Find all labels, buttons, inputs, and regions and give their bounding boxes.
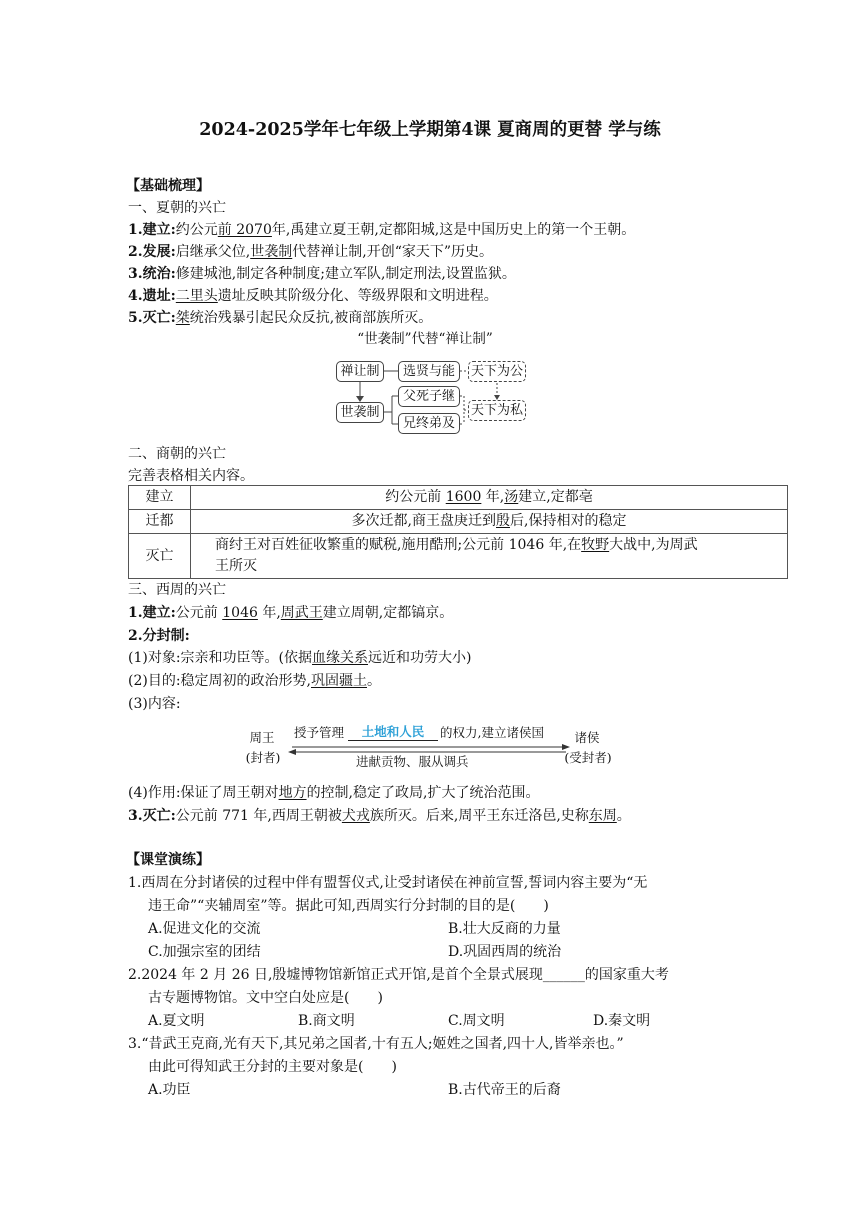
item-label: 5.灭亡: — [128, 310, 176, 326]
answer-blank: 1046 — [222, 605, 258, 621]
tribute-text: 进献贡物、服从调兵 — [356, 754, 469, 769]
item-text: 。 — [616, 808, 631, 824]
fengzhe-label: (封者) — [245, 750, 281, 765]
item-text: 年, — [257, 605, 281, 621]
item-text: 公元前 — [175, 605, 223, 621]
item-label: 1.建立: — [128, 605, 176, 621]
answer-blank: 殷 — [496, 513, 510, 529]
cell-text: 王所灭 — [215, 558, 257, 574]
answer-blank: 二里头 — [175, 288, 218, 304]
zhou-heading: 三、西周的兴亡 — [128, 582, 226, 598]
item-text: 。 — [367, 673, 381, 689]
tianxia-si-box: 天下为私 — [468, 400, 526, 421]
item-text: 的控制,稳定了政局,扩大了统治范围。 — [306, 785, 540, 801]
zhouwang-label: 周王 — [249, 730, 275, 745]
q2-option-b[interactable]: B.商文明 — [298, 1013, 355, 1029]
question-1-line2: 违王命”“夹辅周室”等。据此可知,西周实行分封制的目的是( ) — [148, 898, 549, 914]
item-text: 公元前 771 年,西周王朝被 — [175, 808, 342, 824]
shoufengzhe-label: (受封者) — [564, 750, 612, 765]
cell-text: 年, — [481, 489, 505, 505]
q2-option-d[interactable]: D.秦文明 — [593, 1013, 651, 1029]
item-label: 3.统治: — [128, 266, 176, 282]
section-header-practice: 【课堂演练】 — [126, 852, 210, 868]
q2-option-c[interactable]: C.周文明 — [448, 1013, 505, 1029]
shanrang-box: 禅让制 — [336, 361, 384, 382]
table-key: 灭亡 — [129, 534, 191, 579]
answer-blank: 地方 — [278, 785, 307, 801]
q2-option-a[interactable]: A.夏文明 — [148, 1013, 205, 1029]
q1-option-c[interactable]: C.加强宗室的团结 — [148, 944, 261, 960]
answer-blank: 1600 — [445, 489, 482, 505]
xuanxian-box: 选贤与能 — [398, 361, 460, 382]
cell-text: 建立,定都亳 — [518, 489, 593, 505]
shang-heading: 二、商朝的兴亡 — [128, 446, 226, 462]
item-label: 3.灭亡: — [128, 808, 176, 824]
item-text: 远近和功劳大小) — [368, 650, 472, 666]
item-text: (2)目的:稳定周初的政治形势, — [128, 673, 311, 689]
table-key: 建立 — [129, 486, 191, 510]
tianxia-gong-box: 天下为公 — [468, 361, 526, 382]
item-text: 年,禹建立夏王朝,定都阳城,这是中国历史上的第一个王朝。 — [271, 222, 636, 238]
fenfeng-effect — [128, 783, 539, 803]
q1-option-b[interactable]: B.壮大反商的力量 — [448, 921, 561, 937]
shang-intro: 完善表格相关内容。 — [128, 468, 254, 484]
answer-blank: 土地和人民 — [348, 723, 438, 741]
cell-text: 后,保持相对的稳定 — [510, 513, 627, 529]
grant-text-right: 的权力,建立诸侯国 — [440, 725, 544, 740]
item-label: 1.建立: — [128, 222, 176, 238]
shixi-box: 世袭制 — [336, 402, 384, 423]
question-3-line1: 3.“昔武王克商,光有天下,其兄弟之国者,十有五人;姬姓之国者,四十人,皆举亲也。” — [128, 1036, 624, 1052]
question-2-line1: 2.2024 年 2 月 26 日,殷墟博物馆新馆正式开馆,是首个全景式展现______的国家重大考 — [128, 967, 669, 983]
item-text: 约公元 — [175, 222, 218, 238]
item-label: 2.发展: — [128, 244, 176, 260]
answer-blank: 犬戎 — [341, 808, 370, 824]
item-text: 族所灭。后来,周平王东迁洛邑,史称 — [369, 808, 589, 824]
zhou-fall — [128, 806, 631, 826]
cell-text: 约公元前 — [385, 489, 446, 505]
item-text: 代替禅让制,开创“家天下”历史。 — [292, 244, 494, 260]
question-3-line2: 由此可得知武王分封的主要对象是( ) — [148, 1059, 397, 1075]
question-1-line1: 1.西周在分封诸侯的过程中伴有盟誓仪式,让受封诸侯在神前宣誓,誓词内容主要为“无 — [128, 875, 648, 891]
fenfeng-label: 2.分封制: — [128, 628, 190, 644]
zhuhou-label: 诸侯 — [574, 730, 600, 745]
item-text: 建立周朝,定都镐京。 — [322, 605, 454, 621]
item-text: 修建城池,制定各种制度;建立军队,制定刑法,设置监狱。 — [175, 266, 516, 282]
cell-text: 商纣王对百姓征收繁重的赋税,施用酷刑;公元前 1046 年,在 — [215, 537, 582, 553]
cell-text: 大战中,为周武 — [609, 537, 698, 553]
cell-text: 多次迁都,商王盘庚迁到 — [351, 513, 496, 529]
xia-heading: 一、夏朝的兴亡 — [128, 200, 226, 216]
item-text: 启继承父位, — [175, 244, 251, 260]
page-title: 2024-2025学年七年级上学期第4课 夏商周的更替 学与练 — [199, 120, 661, 140]
item-text: 遗址反映其阶级分化、等级界限和文明进程。 — [217, 288, 498, 304]
item-text: (1)对象:宗亲和功臣等。(依据 — [128, 650, 313, 666]
answer-blank: 桀 — [175, 310, 190, 326]
answer-blank: 巩固疆土 — [311, 673, 367, 689]
answer-blank: 血缘关系 — [312, 650, 369, 666]
xiongzhong-box: 兄终弟及 — [398, 413, 460, 434]
table-key: 迁都 — [129, 510, 191, 534]
answer-blank: 世袭制 — [250, 244, 293, 260]
item-text: (4)作用:保证了周王朝对 — [128, 785, 279, 801]
answer-blank: 汤 — [504, 489, 519, 505]
grant-text: 授予管理 — [294, 725, 345, 740]
q3-option-a[interactable]: A.功臣 — [148, 1082, 191, 1098]
answer-blank: 周武王 — [280, 605, 323, 621]
answer-blank: 东周 — [588, 808, 617, 824]
question-2-line2: 古专题博物馆。文中空白处应是( ) — [148, 990, 383, 1006]
section-header-basics: 【基础梳理】 — [126, 178, 210, 194]
answer-blank: 牧野 — [581, 537, 610, 553]
item-text: 统治残暴引起民众反抗,被商部族所灭。 — [189, 310, 433, 326]
fenfeng-content: (3)内容: — [128, 696, 181, 712]
answer-blank: 前 2070 — [217, 222, 272, 238]
q1-option-d[interactable]: D.巩固西周的统治 — [448, 944, 562, 960]
diagram-title: “世袭制”代替“禅让制” — [357, 331, 493, 347]
q3-option-b[interactable]: B.古代帝王的后裔 — [448, 1082, 561, 1098]
item-label: 4.遗址: — [128, 288, 176, 304]
q1-option-a[interactable]: A.促进文化的交流 — [148, 921, 261, 937]
fusizi-box: 父死子继 — [398, 386, 460, 407]
